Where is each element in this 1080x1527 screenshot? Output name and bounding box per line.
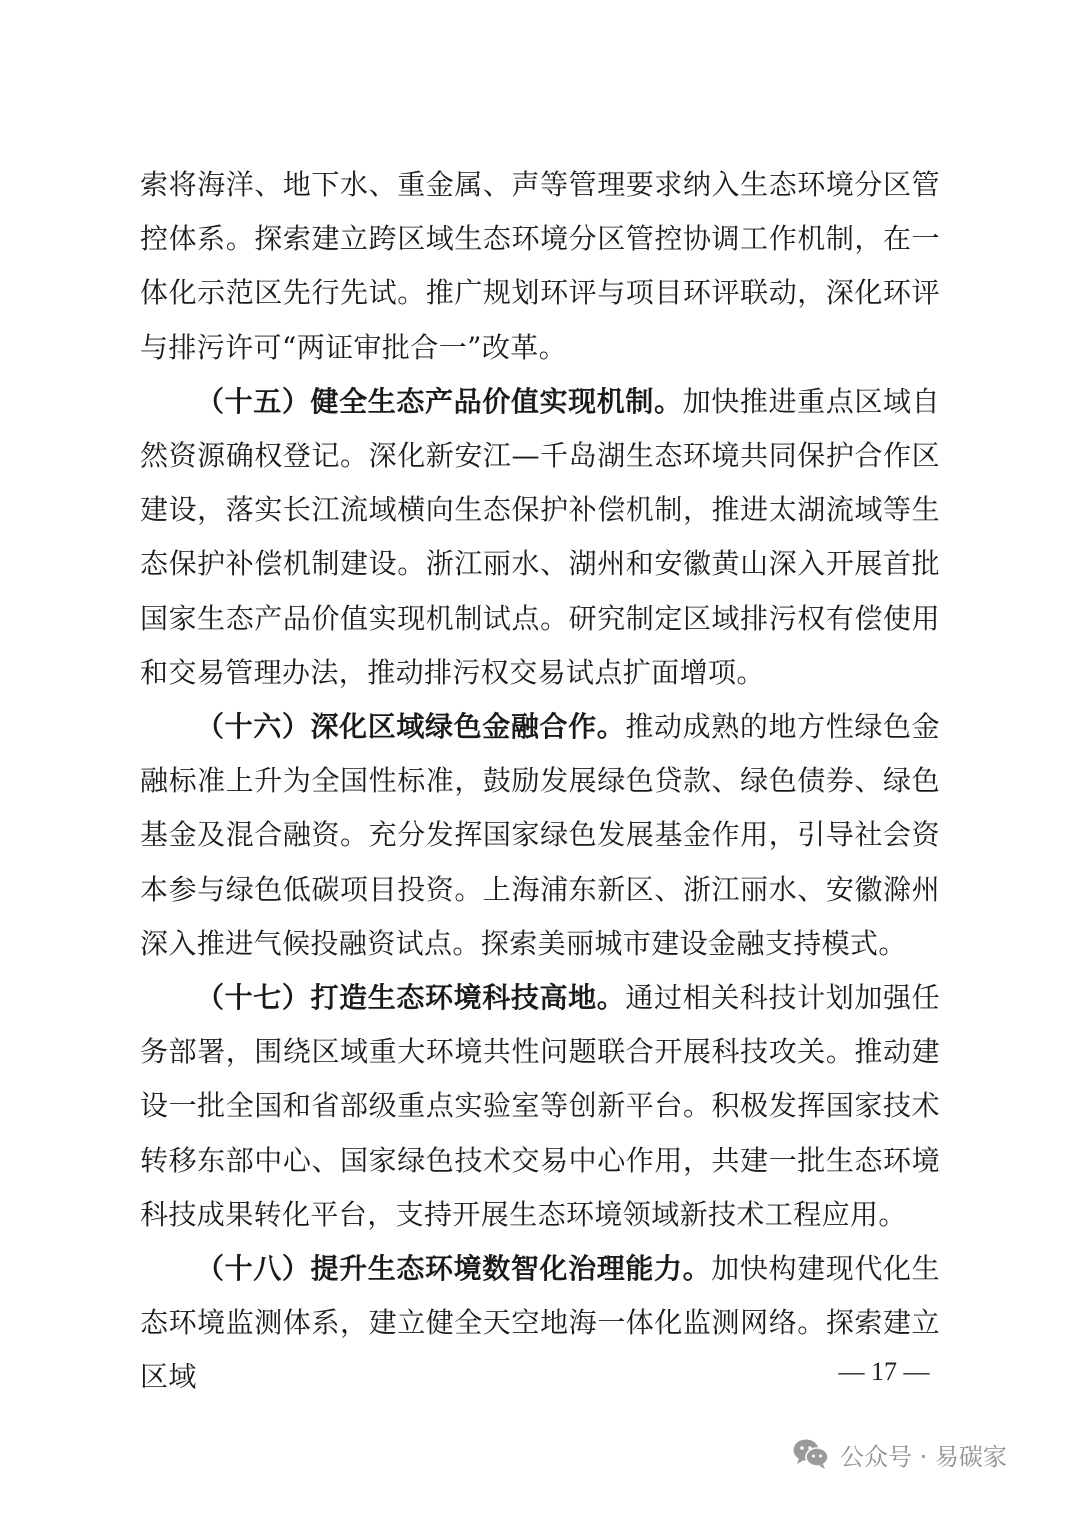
paragraph-text: 通过相关科技计划加强任务部署，围绕区域重大环境共性问题联合开展科技攻关。推动建设一批全国和省部级重点实验室等创新平台。积极发挥国家技术转移东部中心、国家绿色技术交易中心作用，共建一批生态环境科技成果转化平台，支持开展生态环境领域新技术工程应用。 xyxy=(140,981,940,1231)
account-watermark xyxy=(792,1432,1007,1476)
paragraph-section-17 xyxy=(140,971,940,1242)
wechat-icon xyxy=(792,1438,830,1470)
paragraph-text: 加快推进重点区域自然资源确权登记。深化新安江—千岛湖生态环境共同保护合作区建设，落实长江流域横向生态保护补偿机制，推进太湖流域等生态保护补偿机制建设。浙江丽水、湖州和安徽黄山深入开展首批国家生态产品价值实现机制试点。研究制定区域排污权有偿使用和交易管理办法，推动排污权交易试点扩面增项。 xyxy=(140,384,940,689)
section-heading: （十五）健全生态产品价值实现机制。 xyxy=(196,384,683,418)
paragraph-text: 索将海洋、地下水、重金属、声等管理要求纳入生态环境分区管控体系。探索建立跨区域生态环境分区管控协调工作机制，在一体化示范区先行先试。推广规划环评与项目环评联动，深化环评与排污许可“两证审批合一”改革。 xyxy=(140,168,940,364)
paragraph-text: 加快构建现代化生态环境监测体系，建立健全天空地海一体化监测网络。探索建立区域 xyxy=(140,1252,941,1394)
page-number: — 17 — xyxy=(838,1357,930,1386)
section-heading: （十八）提升生态环境数智化治理能力。 xyxy=(196,1252,712,1286)
watermark-text: 公众号 · 易碳家 xyxy=(840,1442,1007,1471)
paragraph-section-18 xyxy=(140,1242,940,1405)
paragraph-section-16 xyxy=(140,700,940,971)
section-heading: （十六）深化区域绿色金融合作。 xyxy=(196,710,626,744)
paragraph-section-15 xyxy=(140,375,940,700)
document-body xyxy=(140,158,940,1405)
paragraph-text: 推动成熟的地方性绿色金融标准上升为全国性标准，鼓励发展绿色贷款、绿色债券、绿色基金及混合融资。充分发挥国家绿色发展基金作用，引导社会资本参与绿色低碳项目投资。上海浦东新区、浙江丽水、安徽滁州深入推进气候投融资试点。探索美丽城市建设金融支持模式。 xyxy=(140,710,940,960)
section-heading: （十七）打造生态环境科技高地。 xyxy=(196,981,626,1015)
paragraph-continuation xyxy=(140,158,940,375)
